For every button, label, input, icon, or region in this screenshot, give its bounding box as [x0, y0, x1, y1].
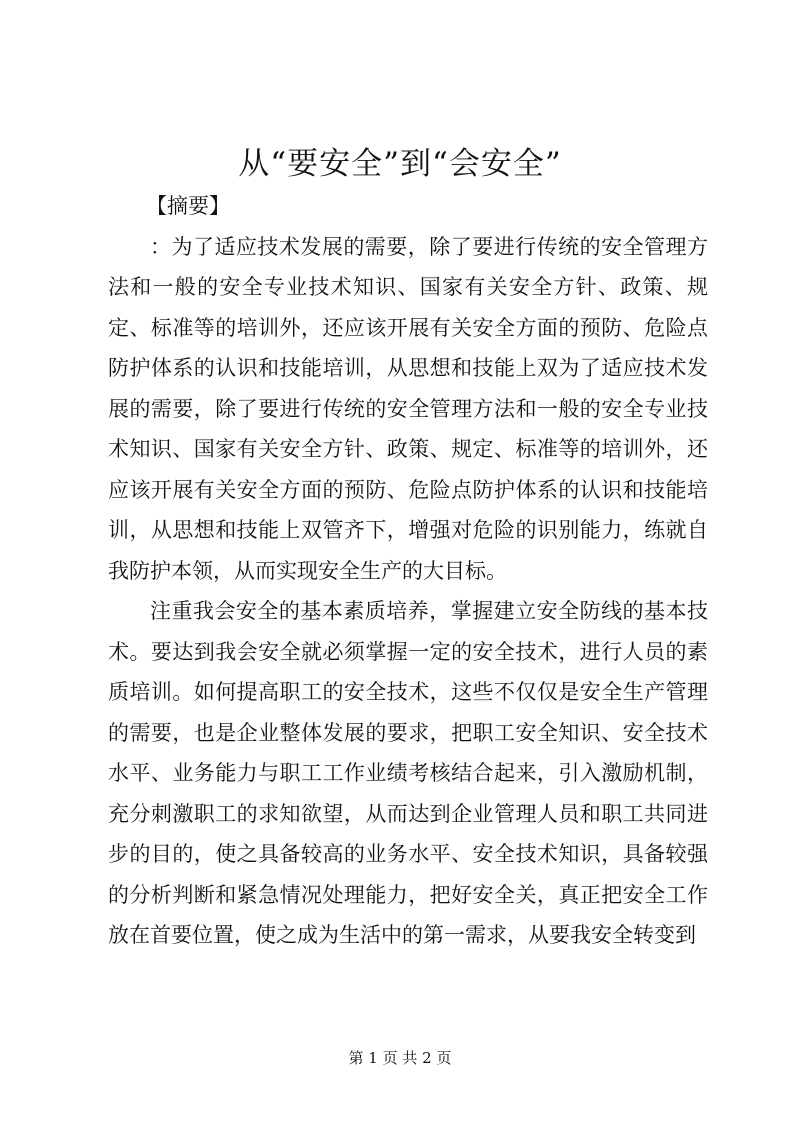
abstract-label: 【摘要】 [146, 194, 230, 218]
page-footer [0, 1047, 800, 1068]
document-body [108, 186, 708, 956]
document-title: 从“要安全”到“会安全” [238, 146, 562, 182]
body-paragraph: 注重我会安全的基本素质培养，掌握建立安全防线的基本技术。要达到我会安全就必须掌握一定的安全技术，进行人员的素质培训。如何提高职工的安全技术，这些不仅仅是安全生产管理的需要，也是企业整体发展的要求，把职工安全知识、安全技术水平、业务能力与职工工作业绩考核结合起来，引入激励机制，充分刺激职工的求知欲望，从而达到企业管理人员和职工共同进步的目的，使之具备较高的业务水平、安全技术知识，具备较强的分析判断和紧急情况处理能力，把好安全关，真正把安全工作放在首要位置，使之成为生活中的第一需求，从要我安全转变到 [108, 599, 708, 947]
page-number: 第 1 页 共 2 页 [348, 1049, 452, 1067]
abstract-paragraph: ：为了适应技术发展的需要，除了要进行传统的安全管理方法和一般的安全专业技术知识、国家有关安全方针、政策、规定、标准等的培训外，还应该开展有关安全方面的预防、危险点防护体系的认识和技能培训，从思想和技能上双为了适应技术发展的需要，除了要进行传统的安全管理方法和一般的安全专业技术知识、国家有关安全方针、政策、规定、标准等的培训外，还应该开展有关安全方面的预防、危险点防护体系的认识和技能培训，从思想和技能上双管齐下，增强对危险的识别能力，练就自我防护本领，从而实现安全生产的大目标。 [108, 234, 708, 583]
